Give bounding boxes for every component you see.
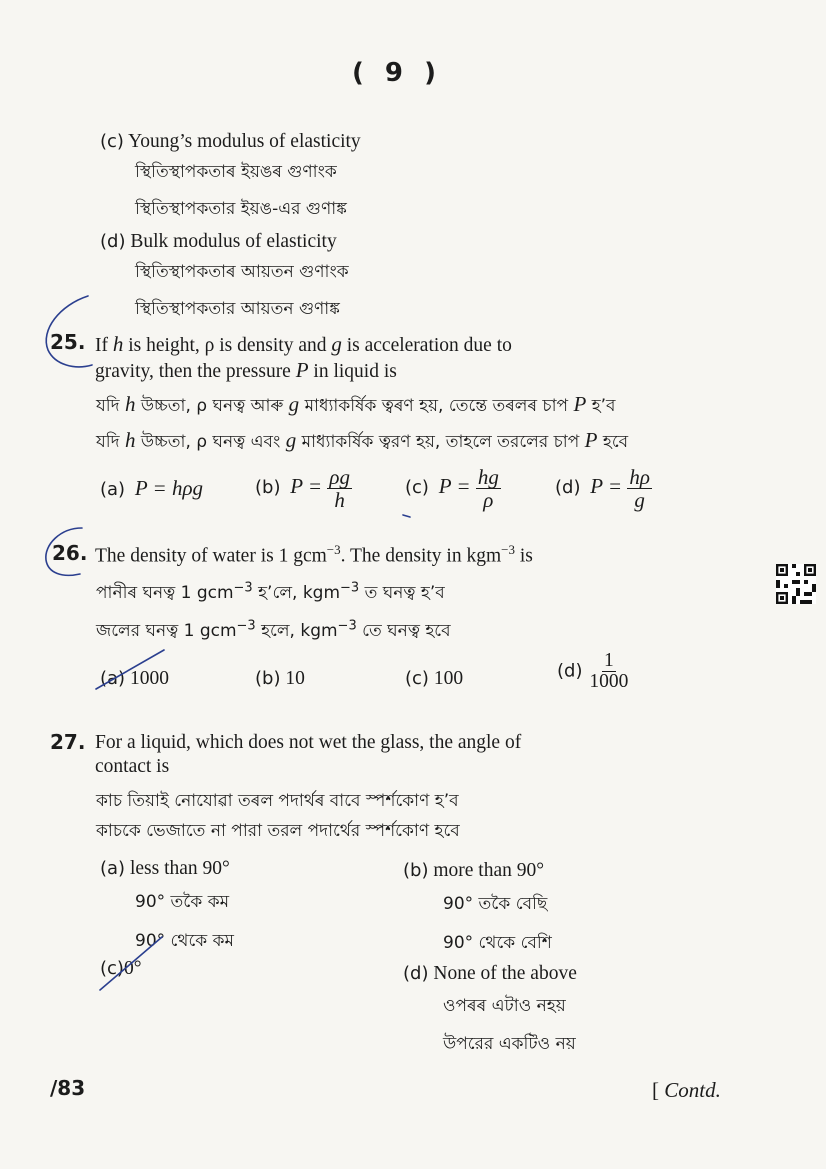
q25-text-line2: gravity, then the pressure P in liquid is — [95, 358, 397, 382]
option-label: (d) — [100, 231, 126, 252]
stray-mark — [403, 515, 410, 517]
q25-text-bn: যদি h উচ্চতা, ρ ঘনত্ব এবং g মাধ্যাকর্ষিক ত্বরণ হয়, তাহলে তরলের চাপ P হবে — [96, 428, 629, 452]
q26-text-as: পানীৰ ঘনত্ব 1 gcm$^{-3}$ হ’লে, kgm$^{-3}$ ত ঘনত্ব হ’ব — [96, 580, 445, 603]
question-number-27: 27. — [50, 730, 86, 754]
q25-option-c[interactable]: (c) P = $\frac{hg}{\rho}$ — [405, 465, 499, 513]
q27-option-c[interactable]: (c)0° — [100, 958, 142, 979]
q25-text-line1: If h is height, ρ is density and g is acceleration due to — [95, 332, 512, 356]
continued-label: [ Contd. — [652, 1078, 721, 1102]
q27-option-a[interactable]: (a) less than 90° 90° তকৈ কম 90° থেকে কম — [100, 858, 234, 951]
q25-option-d[interactable]: (d) P = $\frac{h\rho}{g}$ — [555, 465, 650, 513]
q27-option-b[interactable]: (b) more than 90° 90° তকৈ বেছি 90° থেকে বেশি — [403, 860, 552, 953]
q25-option-a[interactable]: (a) P = hρg — [100, 476, 204, 500]
option-text-en: Young’s modulus of elasticity — [128, 131, 361, 152]
option-text-bn: স্থিতিস্থাপকতার আয়তন গুণাঙ্ক — [135, 299, 340, 319]
q26-option-a[interactable]: (a) 1000 — [100, 668, 169, 689]
q26-text-en: The density of water is 1 gcm$^{-3}$. The density in kgm$^{-3}$ is — [95, 542, 533, 567]
option-label: (c) — [100, 131, 124, 152]
q26-option-c[interactable]: (c) 100 — [405, 668, 464, 689]
q26-text-bn: জলের ঘনত্ব 1 gcm$^{-3}$ হলে, kgm$^{-3}$ তে ঘনত্ব হবে — [96, 618, 451, 641]
q27-text-bn: কাচকে ভেজাতে না পারা তরল পদার্থের স্পর্শকোণ হবে — [96, 821, 460, 841]
q27-text-line1: For a liquid, which does not wet the glass, the angle of — [95, 732, 522, 753]
option-text-as: স্থিতিস্থাপকতাৰ আয়তন গুণাংক — [135, 262, 349, 282]
q24-option-c[interactable] — [100, 131, 361, 224]
question-number-26: 26. — [52, 541, 88, 565]
option-text-as: স্থিতিস্থাপকতাৰ ইয়ঙৰ গুণাংক — [135, 162, 337, 182]
q27-text-line2: contact is — [95, 756, 170, 777]
q25-text-as: যদি h উচ্চতা, ρ ঘনত্ব আৰু g মাধ্যাকৰ্ষিক ত্বৰণ হয়, তেন্তে তৰলৰ চাপ P হ’ব — [96, 392, 616, 416]
option-text-bn: স্থিতিস্থাপকতার ইয়ঙ-এর গুণাঙ্ক — [135, 199, 347, 219]
question-number-25: 25. — [50, 330, 86, 354]
q27-option-d[interactable]: (d) None of the above ওপৰৰ এটাও নহয় উপরের একটিও নয় — [403, 963, 577, 1054]
qr-code-icon — [776, 564, 816, 604]
q24-option-d[interactable] — [100, 231, 349, 324]
option-text-en: Bulk modulus of elasticity — [130, 231, 337, 252]
q26-option-b[interactable]: (b) 10 — [255, 668, 305, 689]
q27-text-as: কাচ তিয়াই নোযোৱা তৰল পদাৰ্থৰ বাবে স্পৰ্শকোণ হ’ব — [96, 791, 459, 811]
q26-option-d[interactable]: (d) $\frac{1}{1000}$ — [557, 650, 629, 693]
q25-option-b[interactable]: (b) P = $\frac{\rho g}{h}$ — [255, 465, 350, 513]
paper-code: /83 — [50, 1076, 86, 1100]
page-number: ( 9 ) — [352, 58, 442, 88]
